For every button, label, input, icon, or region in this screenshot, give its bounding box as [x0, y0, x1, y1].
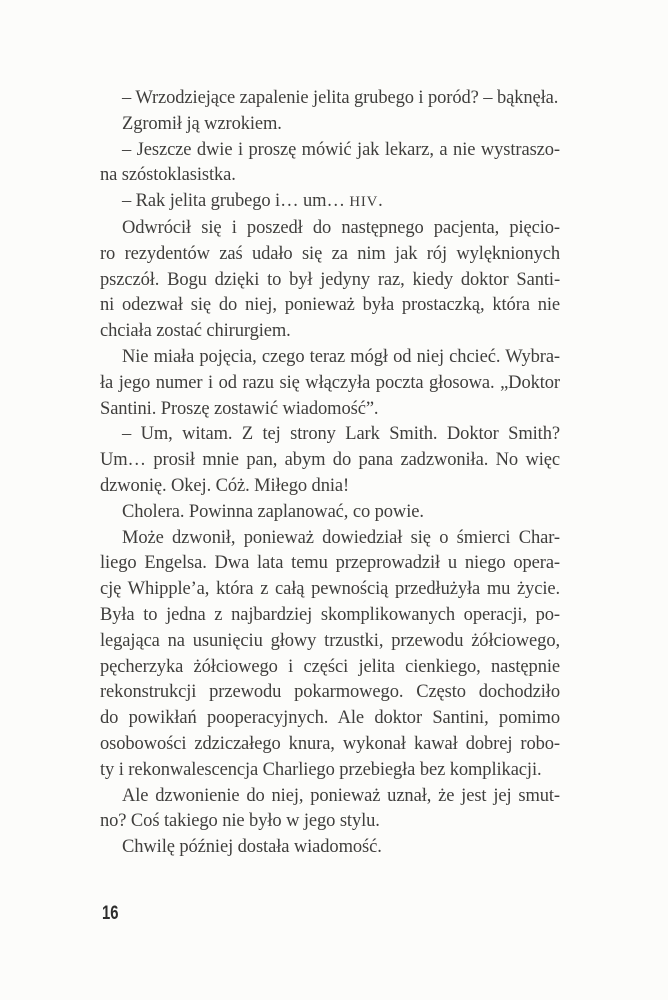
text-line: ła jego numer i od razu się włączyła poczta głosowa. „Doktor [100, 372, 560, 393]
text-line: – Rak jelita grubego i… um… HIV. [122, 191, 383, 212]
page-number: 16 [102, 903, 119, 924]
text-line: – Wrzodziejące zapalenie jelita grubego i poród? – bąknęła. [122, 88, 559, 108]
text-line: legająca na usunięciu głowy trzustki, przewodu żółciowego, [100, 630, 560, 651]
paragraph [100, 422, 560, 499]
text-line: do powikłań pooperacyjnych. Ale doktor Santini, pomimo [100, 708, 560, 729]
text-block [100, 86, 560, 861]
text-line: chciała zostać chirurgiem. [100, 321, 291, 342]
text-line: – Jeszcze dwie i proszę mówić jak lekarz, a nie wystraszo- [122, 139, 560, 160]
text-line: dzwonię. Okej. Cóż. Miłego dnia! [100, 475, 350, 496]
text-line: liego Engelsa. Dwa lata temu przeprowadził u niego opera- [100, 553, 560, 574]
text-line: Odwrócił się i poszedł do następnego pacjenta, pięcio- [122, 217, 560, 238]
text-line: Była to jedna z najbardziej skomplikowanych operacji, po- [100, 604, 560, 625]
text-line: pęcherzyka żółciowego i części jelita cienkiego, następnie [100, 656, 560, 677]
text-line: Cholera. Powinna zaplanować, co powie. [122, 501, 424, 522]
text-line: osobowości zdziczałego knura, wykonał kawał dobrej robo- [100, 733, 560, 754]
text-line: na szóstoklasistka. [100, 165, 236, 186]
paragraph [100, 500, 560, 526]
text-line: Nie miała pojęcia, czego teraz mógł od niej chcieć. Wybra- [122, 346, 560, 367]
smallcaps-text: HIV [349, 194, 379, 211]
paragraph [100, 345, 560, 422]
paragraph [100, 835, 560, 861]
text-line: Um… prosił mnie pan, abym do pana zadzwoniła. No więc [100, 450, 560, 471]
text-line: ni odezwał się do niej, ponieważ była prostaczką, która nie [100, 295, 560, 316]
text-line: Zgromił ją wzrokiem. [122, 113, 282, 134]
text-line: Chwilę później dostała wiadomość. [122, 837, 382, 858]
paragraph [100, 216, 560, 345]
text-line: Może dzwonił, ponieważ dowiedział się o śmierci Char- [122, 527, 560, 548]
text-line: – Um, witam. Z tej strony Lark Smith. Doktor Smith? [122, 424, 560, 445]
paragraph [100, 526, 560, 784]
text-line: no? Coś takiego nie było w jego stylu. [100, 811, 380, 832]
paragraph [100, 138, 560, 190]
paragraph [100, 112, 560, 138]
text-line: ro rezydentów zaś udało się za nim jak rój wylęknionych [100, 243, 560, 264]
text-line: Ale dzwonienie do niej, ponieważ uznał, że jest jej smut- [122, 785, 560, 806]
paragraph [100, 86, 560, 112]
text-line: cję Whipple’a, która z całą pewnością przedłużyła mu życie. [100, 579, 560, 600]
paragraph [100, 189, 560, 216]
text-line: ty i rekonwalescencja Charliego przebiegła bez komplikacji. [100, 759, 542, 780]
paragraph [100, 784, 560, 836]
text-line: Santini. Proszę zostawić wiadomość”. [100, 398, 379, 419]
text-line: rekonstrukcji przewodu pokarmowego. Często dochodziło [100, 682, 560, 703]
text-line: pszczół. Bogu dzięki to był jedyny raz, kiedy doktor Santi- [100, 269, 560, 290]
